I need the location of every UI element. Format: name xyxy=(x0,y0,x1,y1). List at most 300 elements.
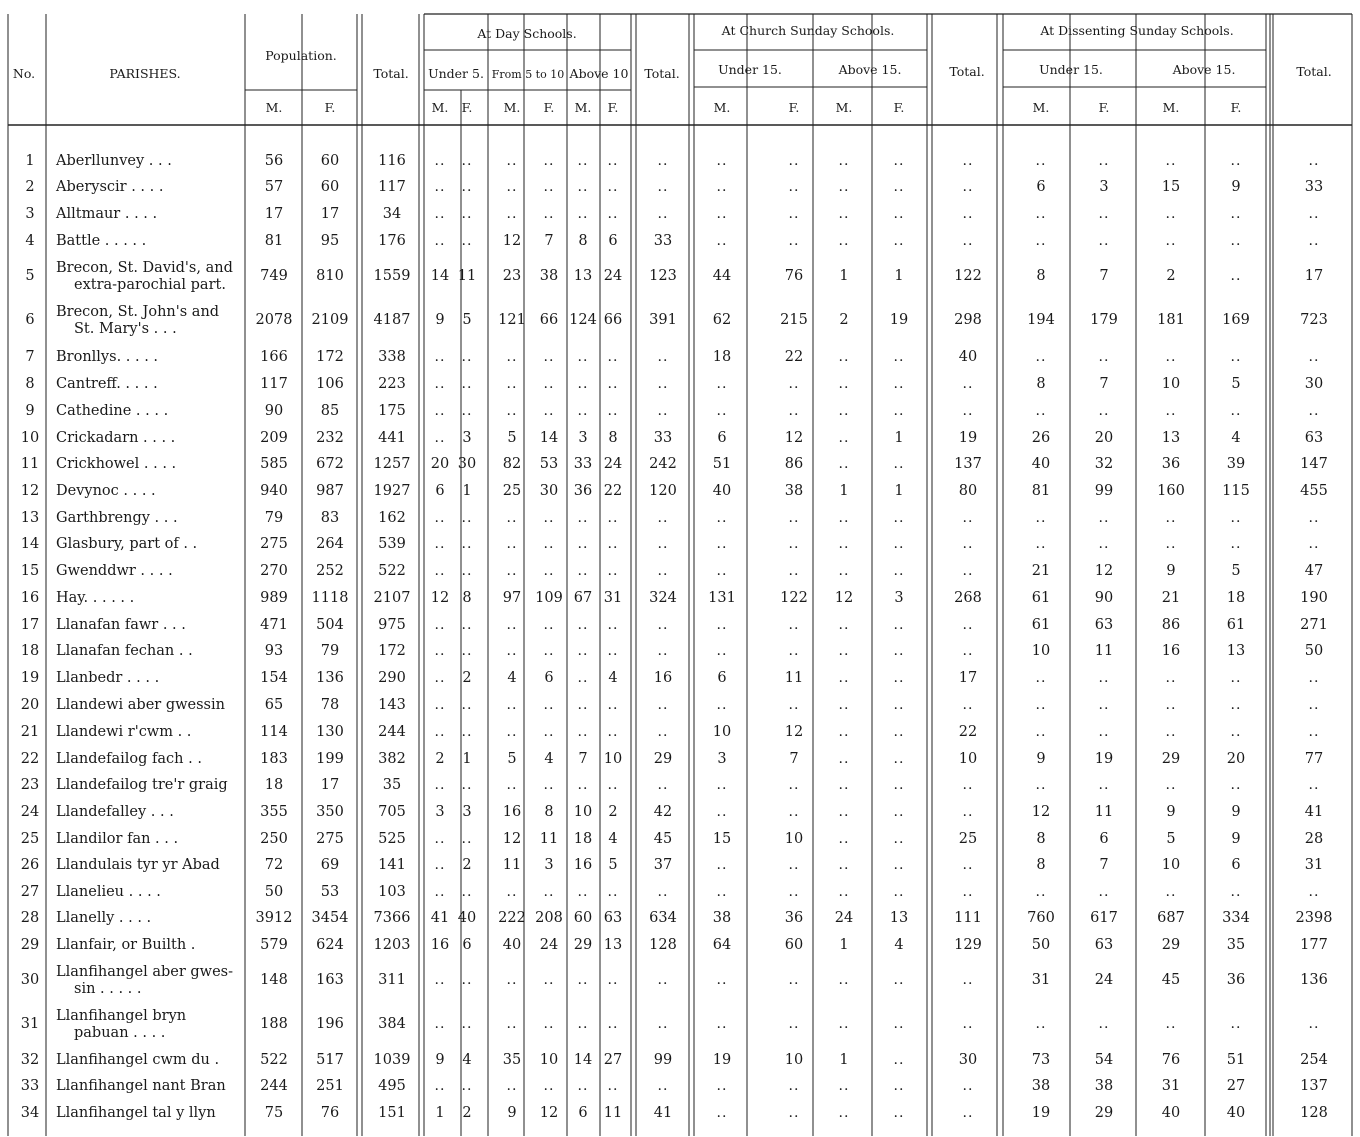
table-row xyxy=(21,697,1320,713)
value-cell: 4 xyxy=(894,937,904,953)
value-cell: 8 xyxy=(608,430,618,446)
value-cell: 50 xyxy=(264,884,284,900)
value-cell: 86 xyxy=(784,456,804,472)
empty-cell: .. xyxy=(962,1078,974,1094)
empty-cell: .. xyxy=(434,1016,446,1032)
empty-cell: .. xyxy=(1098,510,1110,526)
value-cell: 6 xyxy=(1099,831,1109,847)
empty-cell: .. xyxy=(543,206,555,222)
value-cell: 16 xyxy=(653,670,673,686)
empty-cell: .. xyxy=(577,376,589,392)
empty-cell: .. xyxy=(962,563,974,579)
empty-cell: .. xyxy=(893,724,905,740)
value-cell: 11 xyxy=(1094,804,1114,820)
empty-cell: .. xyxy=(1165,510,1177,526)
value-cell: 9 xyxy=(435,1052,445,1068)
value-cell: 129 xyxy=(954,937,982,953)
value-cell: 8 xyxy=(1036,268,1046,284)
empty-cell: .. xyxy=(716,1078,728,1094)
value-cell: 11 xyxy=(1094,643,1114,659)
row-number: 11 xyxy=(20,456,40,472)
empty-cell: .. xyxy=(657,724,669,740)
empty-cell: .. xyxy=(1165,1016,1177,1032)
value-cell: 9 xyxy=(435,312,445,328)
table-row xyxy=(21,510,1320,526)
value-cell: 36 xyxy=(1226,972,1246,988)
value-cell: 61 xyxy=(1031,590,1051,606)
empty-cell: .. xyxy=(1098,536,1110,552)
empty-cell: .. xyxy=(893,1016,905,1032)
empty-cell: .. xyxy=(1230,268,1242,284)
header-church-above15: Above 15. xyxy=(838,62,902,77)
empty-cell: .. xyxy=(434,206,446,222)
value-cell: 38 xyxy=(784,483,804,499)
empty-cell: .. xyxy=(461,724,473,740)
parish-name: Llanfihangel nant Bran xyxy=(56,1078,226,1094)
value-cell: 10 xyxy=(1031,643,1051,659)
value-cell: 2 xyxy=(435,751,445,767)
empty-cell: .. xyxy=(1098,233,1110,249)
empty-cell: .. xyxy=(1165,884,1177,900)
empty-cell: .. xyxy=(506,179,518,195)
empty-cell: .. xyxy=(577,1016,589,1032)
empty-cell: .. xyxy=(543,563,555,579)
empty-cell: .. xyxy=(716,643,728,659)
value-cell: 66 xyxy=(603,312,623,328)
empty-cell: .. xyxy=(543,376,555,392)
empty-cell: .. xyxy=(1230,777,1242,793)
empty-cell: .. xyxy=(1165,153,1177,169)
value-cell: 350 xyxy=(316,804,344,820)
value-cell: 177 xyxy=(1300,937,1328,953)
empty-cell: .. xyxy=(1035,1016,1047,1032)
empty-cell: .. xyxy=(543,643,555,659)
value-cell: 17 xyxy=(320,777,340,793)
empty-cell: .. xyxy=(1308,697,1320,713)
empty-cell: .. xyxy=(893,751,905,767)
value-cell: 38 xyxy=(1094,1078,1114,1094)
value-cell: 54 xyxy=(1094,1052,1114,1068)
header-f-5: F. xyxy=(543,100,555,115)
empty-cell: .. xyxy=(577,536,589,552)
empty-cell: .. xyxy=(962,510,974,526)
value-cell: 47 xyxy=(1304,563,1324,579)
row-number: 27 xyxy=(20,884,40,900)
empty-cell: .. xyxy=(577,403,589,419)
value-cell: 3 xyxy=(1099,179,1109,195)
value-cell: 14 xyxy=(539,430,559,446)
value-cell: 215 xyxy=(780,312,808,328)
value-cell: 60 xyxy=(320,179,340,195)
value-cell: 223 xyxy=(378,376,406,392)
value-cell: 33 xyxy=(573,456,593,472)
value-cell: 117 xyxy=(260,376,288,392)
value-cell: 172 xyxy=(378,643,406,659)
value-cell: 12 xyxy=(1031,804,1051,820)
empty-cell: .. xyxy=(788,153,800,169)
header-dissent-under15: Under 15. xyxy=(1039,62,1103,77)
value-cell: 3 xyxy=(435,804,445,820)
row-number: 9 xyxy=(25,403,35,419)
empty-cell: .. xyxy=(716,1105,728,1121)
value-cell: 63 xyxy=(1094,617,1114,633)
empty-cell: .. xyxy=(434,233,446,249)
value-cell: 9 xyxy=(1231,831,1241,847)
empty-cell: .. xyxy=(893,179,905,195)
value-cell: 5 xyxy=(507,751,517,767)
value-cell: 60 xyxy=(573,910,593,926)
empty-cell: .. xyxy=(788,536,800,552)
empty-cell: .. xyxy=(962,536,974,552)
value-cell: 78 xyxy=(320,697,340,713)
header-f-15: F. xyxy=(1230,100,1242,115)
value-cell: 99 xyxy=(653,1052,673,1068)
value-cell: 3 xyxy=(578,430,588,446)
empty-cell: .. xyxy=(838,206,850,222)
value-cell: 38 xyxy=(712,910,732,926)
empty-cell: .. xyxy=(1230,403,1242,419)
empty-cell: .. xyxy=(461,206,473,222)
value-cell: 232 xyxy=(316,430,344,446)
value-cell: 2107 xyxy=(373,590,411,606)
row-number: 1 xyxy=(25,153,35,169)
empty-cell: .. xyxy=(788,1105,800,1121)
empty-cell: .. xyxy=(577,884,589,900)
value-cell: 12 xyxy=(834,590,854,606)
value-cell: 116 xyxy=(378,153,406,169)
parish-name: Llanfihangel tal y llyn xyxy=(56,1105,216,1121)
empty-cell: .. xyxy=(893,349,905,365)
empty-cell: .. xyxy=(838,1016,850,1032)
empty-cell: .. xyxy=(788,179,800,195)
empty-cell: .. xyxy=(607,1078,619,1094)
empty-cell: .. xyxy=(434,972,446,988)
empty-cell: .. xyxy=(962,1105,974,1121)
empty-cell: .. xyxy=(1165,670,1177,686)
value-cell: 250 xyxy=(260,831,288,847)
value-cell: 22 xyxy=(784,349,804,365)
empty-cell: .. xyxy=(1230,884,1242,900)
empty-cell: .. xyxy=(1165,233,1177,249)
empty-cell: .. xyxy=(1308,349,1320,365)
value-cell: 11 xyxy=(539,831,559,847)
empty-cell: .. xyxy=(434,153,446,169)
value-cell: 36 xyxy=(1161,456,1181,472)
value-cell: 40 xyxy=(502,937,522,953)
empty-cell: .. xyxy=(962,857,974,873)
value-cell: 5 xyxy=(1231,563,1241,579)
empty-cell: .. xyxy=(838,777,850,793)
header-f-3: F. xyxy=(461,100,473,115)
empty-cell: .. xyxy=(577,1078,589,1094)
empty-cell: .. xyxy=(716,510,728,526)
value-cell: 35 xyxy=(1226,937,1246,953)
parish-name: Devynoc . . . . xyxy=(56,483,156,499)
value-cell: 9 xyxy=(507,1105,517,1121)
empty-cell: .. xyxy=(788,643,800,659)
empty-cell: .. xyxy=(838,972,850,988)
value-cell: 13 xyxy=(1226,643,1246,659)
value-cell: 7 xyxy=(544,233,554,249)
value-cell: 36 xyxy=(573,483,593,499)
value-cell: 579 xyxy=(260,937,288,953)
value-cell: 8 xyxy=(462,590,472,606)
value-cell: 36 xyxy=(784,910,804,926)
empty-cell: .. xyxy=(434,179,446,195)
value-cell: 1 xyxy=(894,268,904,284)
value-cell: 33 xyxy=(653,233,673,249)
empty-cell: .. xyxy=(788,403,800,419)
empty-cell: .. xyxy=(506,563,518,579)
value-cell: 24 xyxy=(539,937,559,953)
empty-cell: .. xyxy=(788,857,800,873)
empty-cell: .. xyxy=(1308,536,1320,552)
empty-cell: .. xyxy=(1230,697,1242,713)
empty-cell: .. xyxy=(434,563,446,579)
value-cell: 53 xyxy=(320,884,340,900)
parish-name: Llandefailog fach . . xyxy=(56,751,202,767)
table-header xyxy=(13,23,1332,115)
empty-cell: .. xyxy=(543,1078,555,1094)
empty-cell: .. xyxy=(893,403,905,419)
empty-cell: .. xyxy=(788,563,800,579)
empty-cell: .. xyxy=(657,376,669,392)
empty-cell: .. xyxy=(893,153,905,169)
empty-cell: .. xyxy=(893,206,905,222)
value-cell: 17 xyxy=(264,206,284,222)
parish-name-cont: sin . . . . . xyxy=(74,981,142,997)
empty-cell: .. xyxy=(838,456,850,472)
empty-cell: .. xyxy=(838,376,850,392)
value-cell: 64 xyxy=(712,937,732,953)
table-row xyxy=(21,1105,1328,1121)
value-cell: 63 xyxy=(603,910,623,926)
value-cell: 66 xyxy=(539,312,559,328)
empty-cell: .. xyxy=(838,349,850,365)
value-cell: 10 xyxy=(784,1052,804,1068)
value-cell: 80 xyxy=(958,483,978,499)
value-cell: 7 xyxy=(578,751,588,767)
empty-cell: .. xyxy=(893,972,905,988)
empty-cell: .. xyxy=(506,777,518,793)
value-cell: 40 xyxy=(457,910,477,926)
row-number: 18 xyxy=(20,643,40,659)
value-cell: 40 xyxy=(1161,1105,1181,1121)
value-cell: 79 xyxy=(264,510,284,526)
value-cell: 38 xyxy=(1031,1078,1051,1094)
value-cell: 175 xyxy=(378,403,406,419)
table-row xyxy=(21,804,1323,820)
empty-cell: .. xyxy=(893,670,905,686)
empty-cell: .. xyxy=(543,153,555,169)
value-cell: 147 xyxy=(1300,456,1328,472)
value-cell: 50 xyxy=(1031,937,1051,953)
empty-cell: .. xyxy=(1308,206,1320,222)
empty-cell: .. xyxy=(434,430,446,446)
value-cell: 1559 xyxy=(373,268,411,284)
empty-cell: .. xyxy=(962,804,974,820)
value-cell: 6 xyxy=(608,233,618,249)
empty-cell: .. xyxy=(461,510,473,526)
empty-cell: .. xyxy=(1098,697,1110,713)
row-number: 13 xyxy=(20,510,40,526)
empty-cell: .. xyxy=(788,777,800,793)
empty-cell: .. xyxy=(657,697,669,713)
value-cell: 20 xyxy=(1226,751,1246,767)
empty-cell: .. xyxy=(838,563,850,579)
value-cell: 687 xyxy=(1157,910,1185,926)
empty-cell: .. xyxy=(506,884,518,900)
value-cell: 34 xyxy=(382,206,402,222)
empty-cell: .. xyxy=(461,884,473,900)
value-cell: 143 xyxy=(378,697,406,713)
empty-cell: .. xyxy=(1165,349,1177,365)
value-cell: 672 xyxy=(316,456,344,472)
table-row xyxy=(25,179,1323,195)
empty-cell: .. xyxy=(434,831,446,847)
value-cell: 13 xyxy=(573,268,593,284)
value-cell: 27 xyxy=(603,1052,623,1068)
empty-cell: .. xyxy=(893,643,905,659)
value-cell: 1 xyxy=(839,483,849,499)
value-cell: 130 xyxy=(316,724,344,740)
empty-cell: .. xyxy=(1230,1016,1242,1032)
value-cell: 25 xyxy=(958,831,978,847)
table-row xyxy=(25,376,1323,392)
value-cell: 522 xyxy=(260,1052,288,1068)
empty-cell: .. xyxy=(1035,884,1047,900)
parish-name: Battle . . . . . xyxy=(56,233,147,249)
value-cell: 19 xyxy=(1094,751,1114,767)
value-cell: 1 xyxy=(839,1052,849,1068)
table-row xyxy=(21,937,1328,953)
value-cell: 3 xyxy=(717,751,727,767)
value-cell: 122 xyxy=(780,590,808,606)
value-cell: 183 xyxy=(260,751,288,767)
empty-cell: .. xyxy=(577,153,589,169)
row-number: 34 xyxy=(20,1105,40,1121)
value-cell: 3454 xyxy=(311,910,349,926)
empty-cell: .. xyxy=(434,376,446,392)
empty-cell: .. xyxy=(506,724,518,740)
value-cell: 13 xyxy=(889,910,909,926)
empty-cell: .. xyxy=(434,857,446,873)
value-cell: 24 xyxy=(1094,972,1114,988)
value-cell: 111 xyxy=(954,910,982,926)
row-number: 22 xyxy=(20,751,40,767)
value-cell: 117 xyxy=(378,179,406,195)
parish-name: Bronllys. . . . . xyxy=(56,349,159,365)
empty-cell: .. xyxy=(716,697,728,713)
empty-cell: .. xyxy=(962,617,974,633)
value-cell: 11 xyxy=(784,670,804,686)
header-under5: Under 5. xyxy=(428,66,484,81)
empty-cell: .. xyxy=(1308,153,1320,169)
value-cell: 154 xyxy=(260,670,288,686)
empty-cell: .. xyxy=(543,349,555,365)
value-cell: 31 xyxy=(603,590,623,606)
value-cell: 166 xyxy=(260,349,288,365)
value-cell: 5 xyxy=(1166,831,1176,847)
row-number: 30 xyxy=(20,972,40,988)
header-from5to10: From 5 to 10 xyxy=(491,68,565,81)
header-f-11: F. xyxy=(893,100,905,115)
value-cell: 2 xyxy=(462,670,472,686)
row-number: 25 xyxy=(20,831,40,847)
value-cell: 8 xyxy=(1036,376,1046,392)
empty-cell: .. xyxy=(962,1016,974,1032)
empty-cell: .. xyxy=(506,153,518,169)
table-row xyxy=(21,563,1323,579)
value-cell: 123 xyxy=(649,268,677,284)
empty-cell: .. xyxy=(577,724,589,740)
table-row xyxy=(21,1052,1328,1068)
value-cell: 41 xyxy=(653,1105,673,1121)
empty-cell: .. xyxy=(506,349,518,365)
empty-cell: .. xyxy=(543,884,555,900)
empty-cell: .. xyxy=(543,510,555,526)
empty-cell: .. xyxy=(577,643,589,659)
value-cell: 76 xyxy=(320,1105,340,1121)
empty-cell: .. xyxy=(838,536,850,552)
value-cell: 51 xyxy=(712,456,732,472)
header-m-4: M. xyxy=(503,100,521,115)
empty-cell: .. xyxy=(1098,884,1110,900)
value-cell: 39 xyxy=(1226,456,1246,472)
value-cell: 270 xyxy=(260,563,288,579)
value-cell: 93 xyxy=(264,643,284,659)
value-cell: 10 xyxy=(1161,376,1181,392)
value-cell: 1 xyxy=(894,430,904,446)
value-cell: 525 xyxy=(378,831,406,847)
empty-cell: .. xyxy=(893,777,905,793)
empty-cell: .. xyxy=(1035,724,1047,740)
parish-name-cont: extra-parochial part. xyxy=(74,277,226,293)
table-row xyxy=(21,884,1320,900)
table-row xyxy=(21,456,1328,472)
value-cell: 2078 xyxy=(255,312,293,328)
empty-cell: .. xyxy=(461,972,473,988)
parish-name: Llandewi aber gwessin xyxy=(56,697,225,713)
empty-cell: .. xyxy=(1308,403,1320,419)
empty-cell: .. xyxy=(461,831,473,847)
value-cell: 8 xyxy=(544,804,554,820)
value-cell: 90 xyxy=(264,403,284,419)
value-cell: 275 xyxy=(260,536,288,552)
empty-cell: .. xyxy=(607,724,619,740)
value-cell: 40 xyxy=(712,483,732,499)
empty-cell: .. xyxy=(607,884,619,900)
empty-cell: .. xyxy=(506,376,518,392)
value-cell: 86 xyxy=(1161,617,1181,633)
value-cell: 38 xyxy=(539,268,559,284)
value-cell: 67 xyxy=(573,590,593,606)
table-row xyxy=(21,670,1320,686)
parish-name: Hay. . . . . . xyxy=(56,590,135,606)
empty-cell: .. xyxy=(543,1016,555,1032)
parish-name: Llanbedr . . . . xyxy=(56,670,160,686)
empty-cell: .. xyxy=(893,804,905,820)
value-cell: 19 xyxy=(958,430,978,446)
header-church-total: Total. xyxy=(949,64,985,79)
value-cell: 2 xyxy=(608,804,618,820)
value-cell: 539 xyxy=(378,536,406,552)
value-cell: 16 xyxy=(573,857,593,873)
value-cell: 1257 xyxy=(373,456,411,472)
table-row xyxy=(21,724,1320,740)
empty-cell: .. xyxy=(788,1078,800,1094)
value-cell: 131 xyxy=(708,590,736,606)
